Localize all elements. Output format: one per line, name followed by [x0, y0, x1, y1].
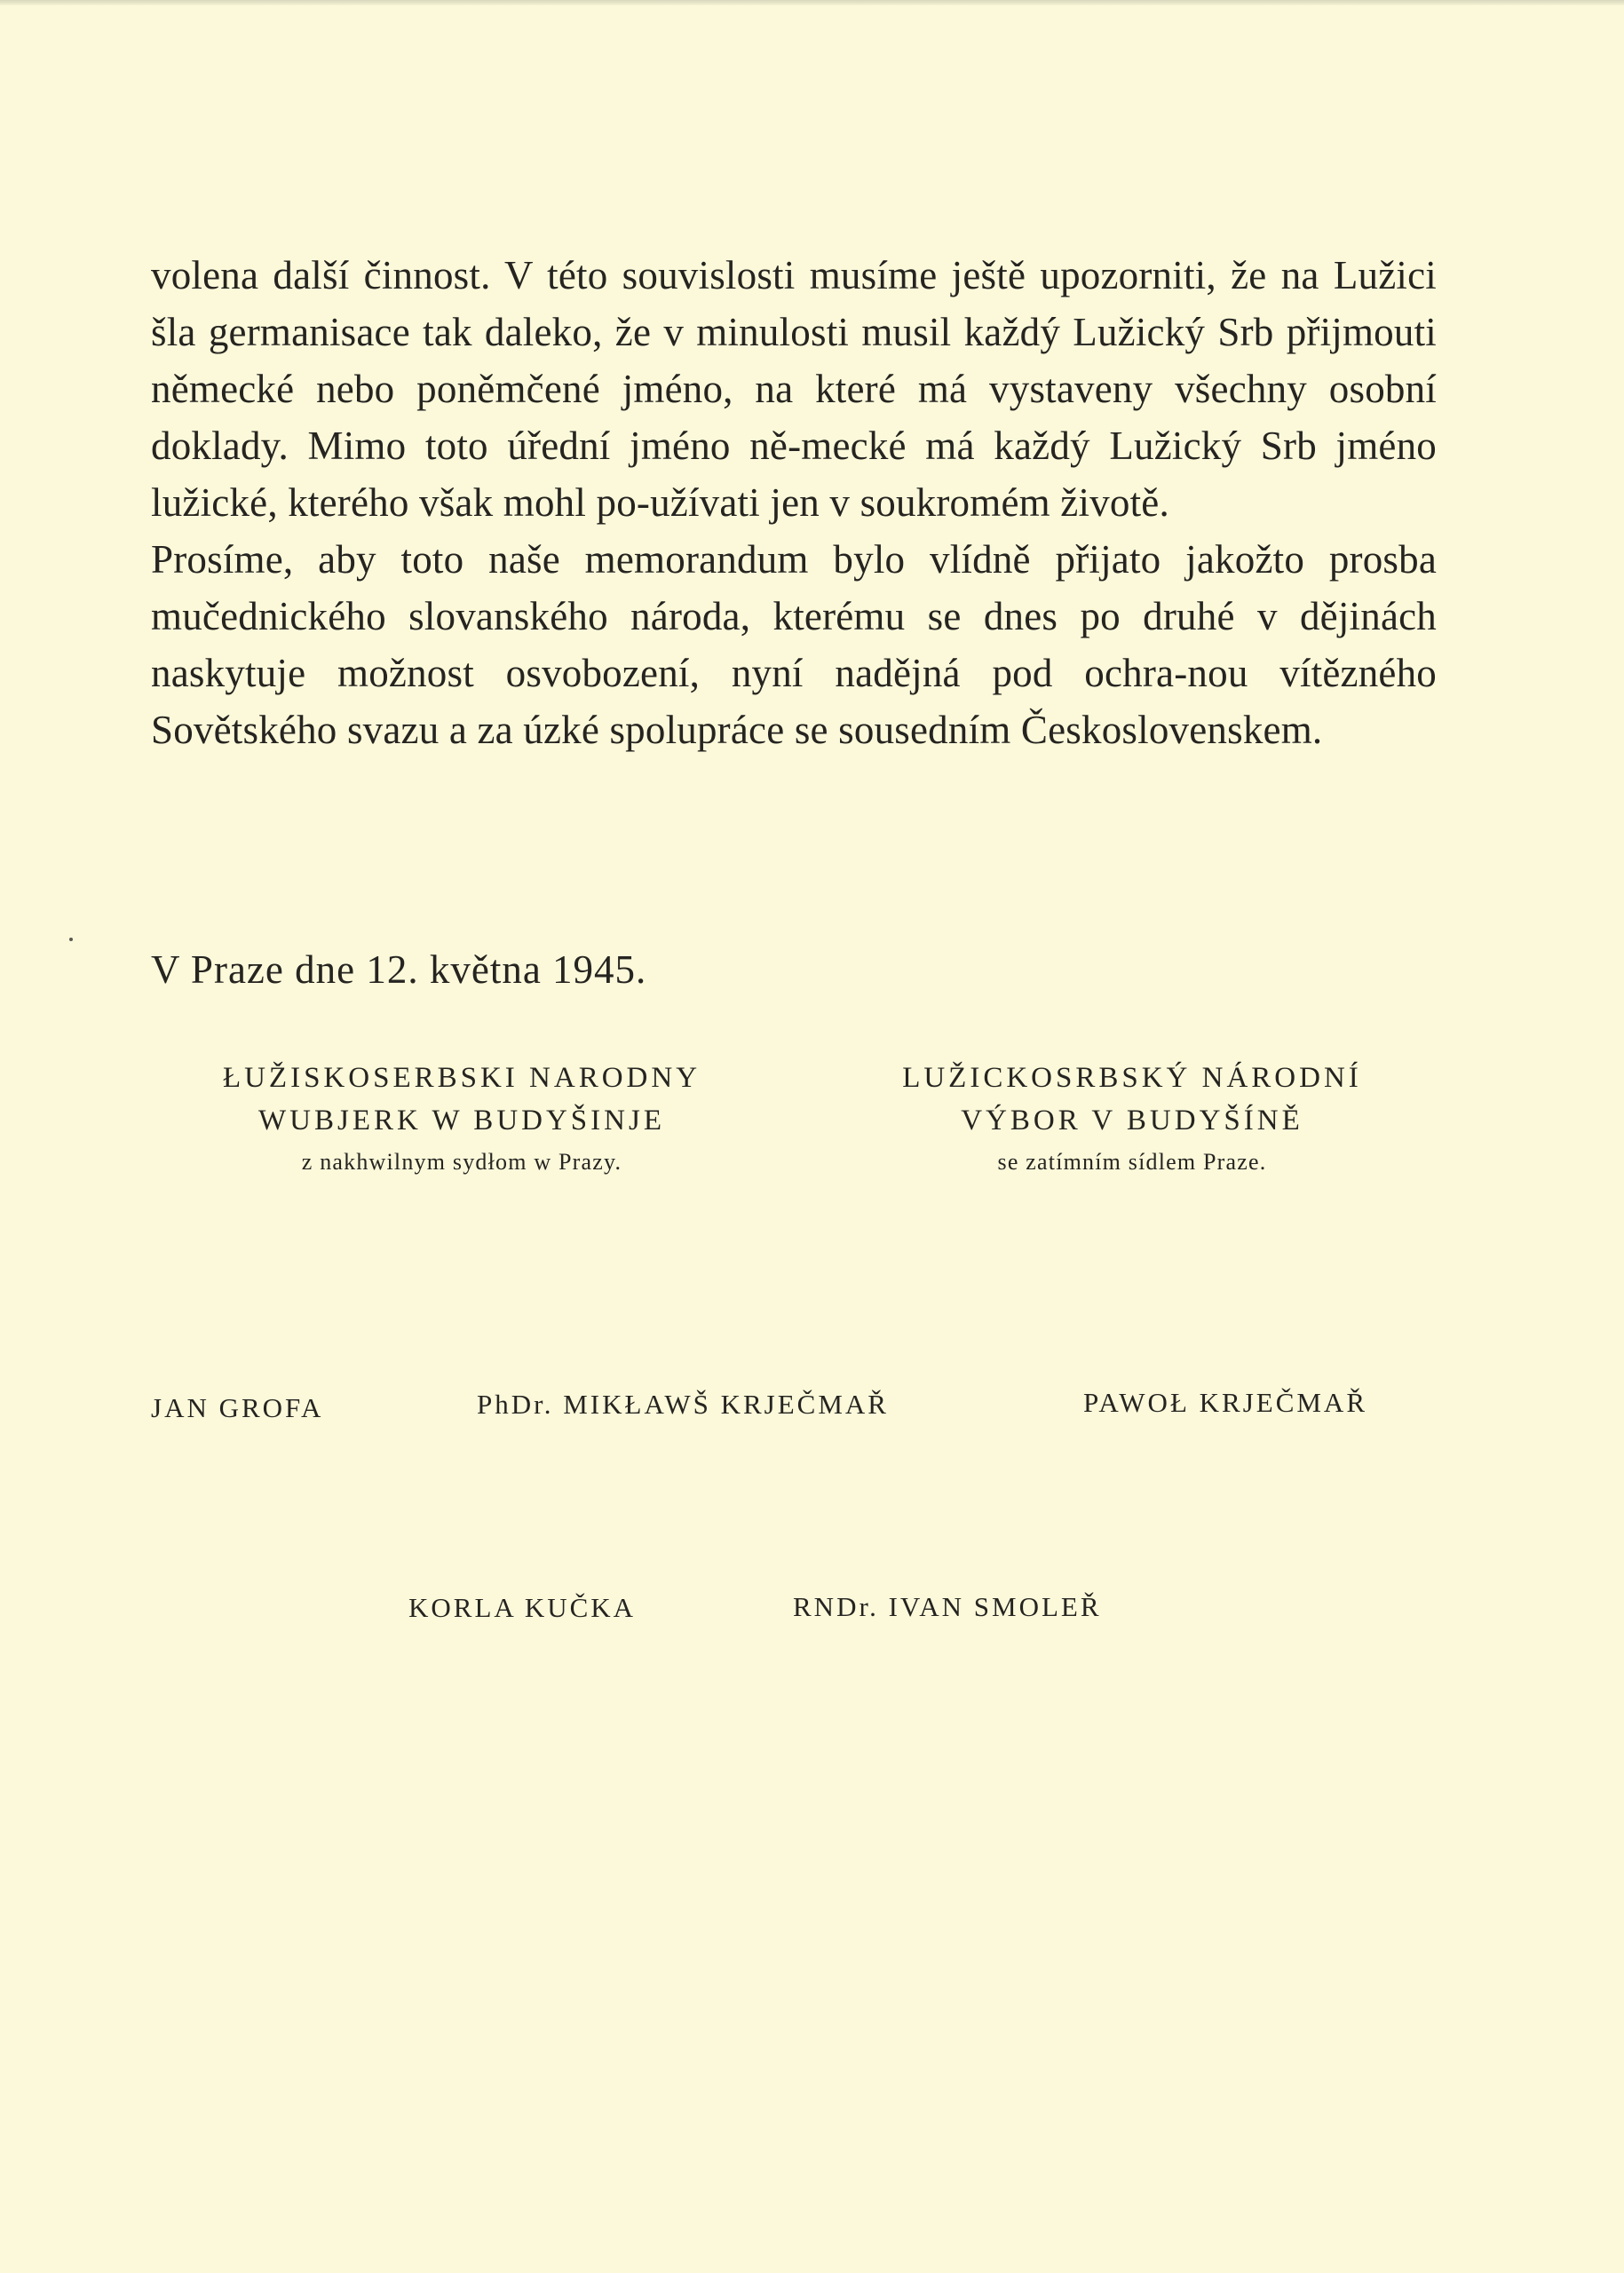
org-czech-name-line-1: LUŽICKOSRBSKÝ NÁRODNÍ: [902, 1062, 1362, 1094]
paragraph-1: volena další činnost. V této souvislosti musíme ještě upozorniti, že na Lužici šla germanisace tak daleko, že v minulosti musil každý Lužický Srb přijmouti německé nebo poněmčené jméno, na které má vystaveny všechny osobní doklady. Mimo toto úřední jméno ně-mecké má každý Lužický Srb jméno lužické, kterého však mohl po-užívati jen v soukromém životě.: [151, 253, 1437, 525]
org-czech-seat: se zatímním sídlem Praze.: [997, 1149, 1267, 1175]
org-czech-name-line-2: VÝBOR V BUDYŠÍNĚ: [961, 1105, 1303, 1136]
signatory-name: PhDr. MIKŁAWŠ KRJEČMAŘ: [477, 1389, 889, 1420]
page-top-edge: [0, 0, 1624, 5]
date-line: V Praze dne 12. května 1945.: [151, 947, 647, 992]
org-sorbian-name-line-1: ŁUŽISKOSERBSKI NARODNY: [222, 1062, 701, 1094]
organization-czech: [808, 1057, 1456, 1183]
memorandum-body: [151, 247, 1437, 758]
paper-speck: [69, 938, 73, 941]
signatory-name: KORLA KUČKA: [408, 1592, 637, 1623]
paragraph-2: Prosíme, aby toto naše memorandum bylo vlídně přijato jakožto prosba mučednického slovanského národa, kterému se dnes po druhé v dějinách naskytuje možnost osvobození, nyní nadějná pod ochra-nou vítězného Sovětského svazu a za úzké spolupráce se sousedním Československem.: [151, 537, 1437, 752]
signatory-name: RNDr. IVAN SMOLEŘ: [793, 1591, 1102, 1622]
org-sorbian-seat: z nakhwilnym sydłom w Prazy.: [301, 1149, 622, 1175]
signatory-name: PAWOŁ KRJEČMAŘ: [1083, 1387, 1368, 1418]
org-sorbian-name-line-2: WUBJERK W BUDYŠINJE: [258, 1105, 665, 1136]
signatory-name: JAN GROFA: [151, 1392, 324, 1423]
organization-sorbian: [142, 1057, 781, 1183]
